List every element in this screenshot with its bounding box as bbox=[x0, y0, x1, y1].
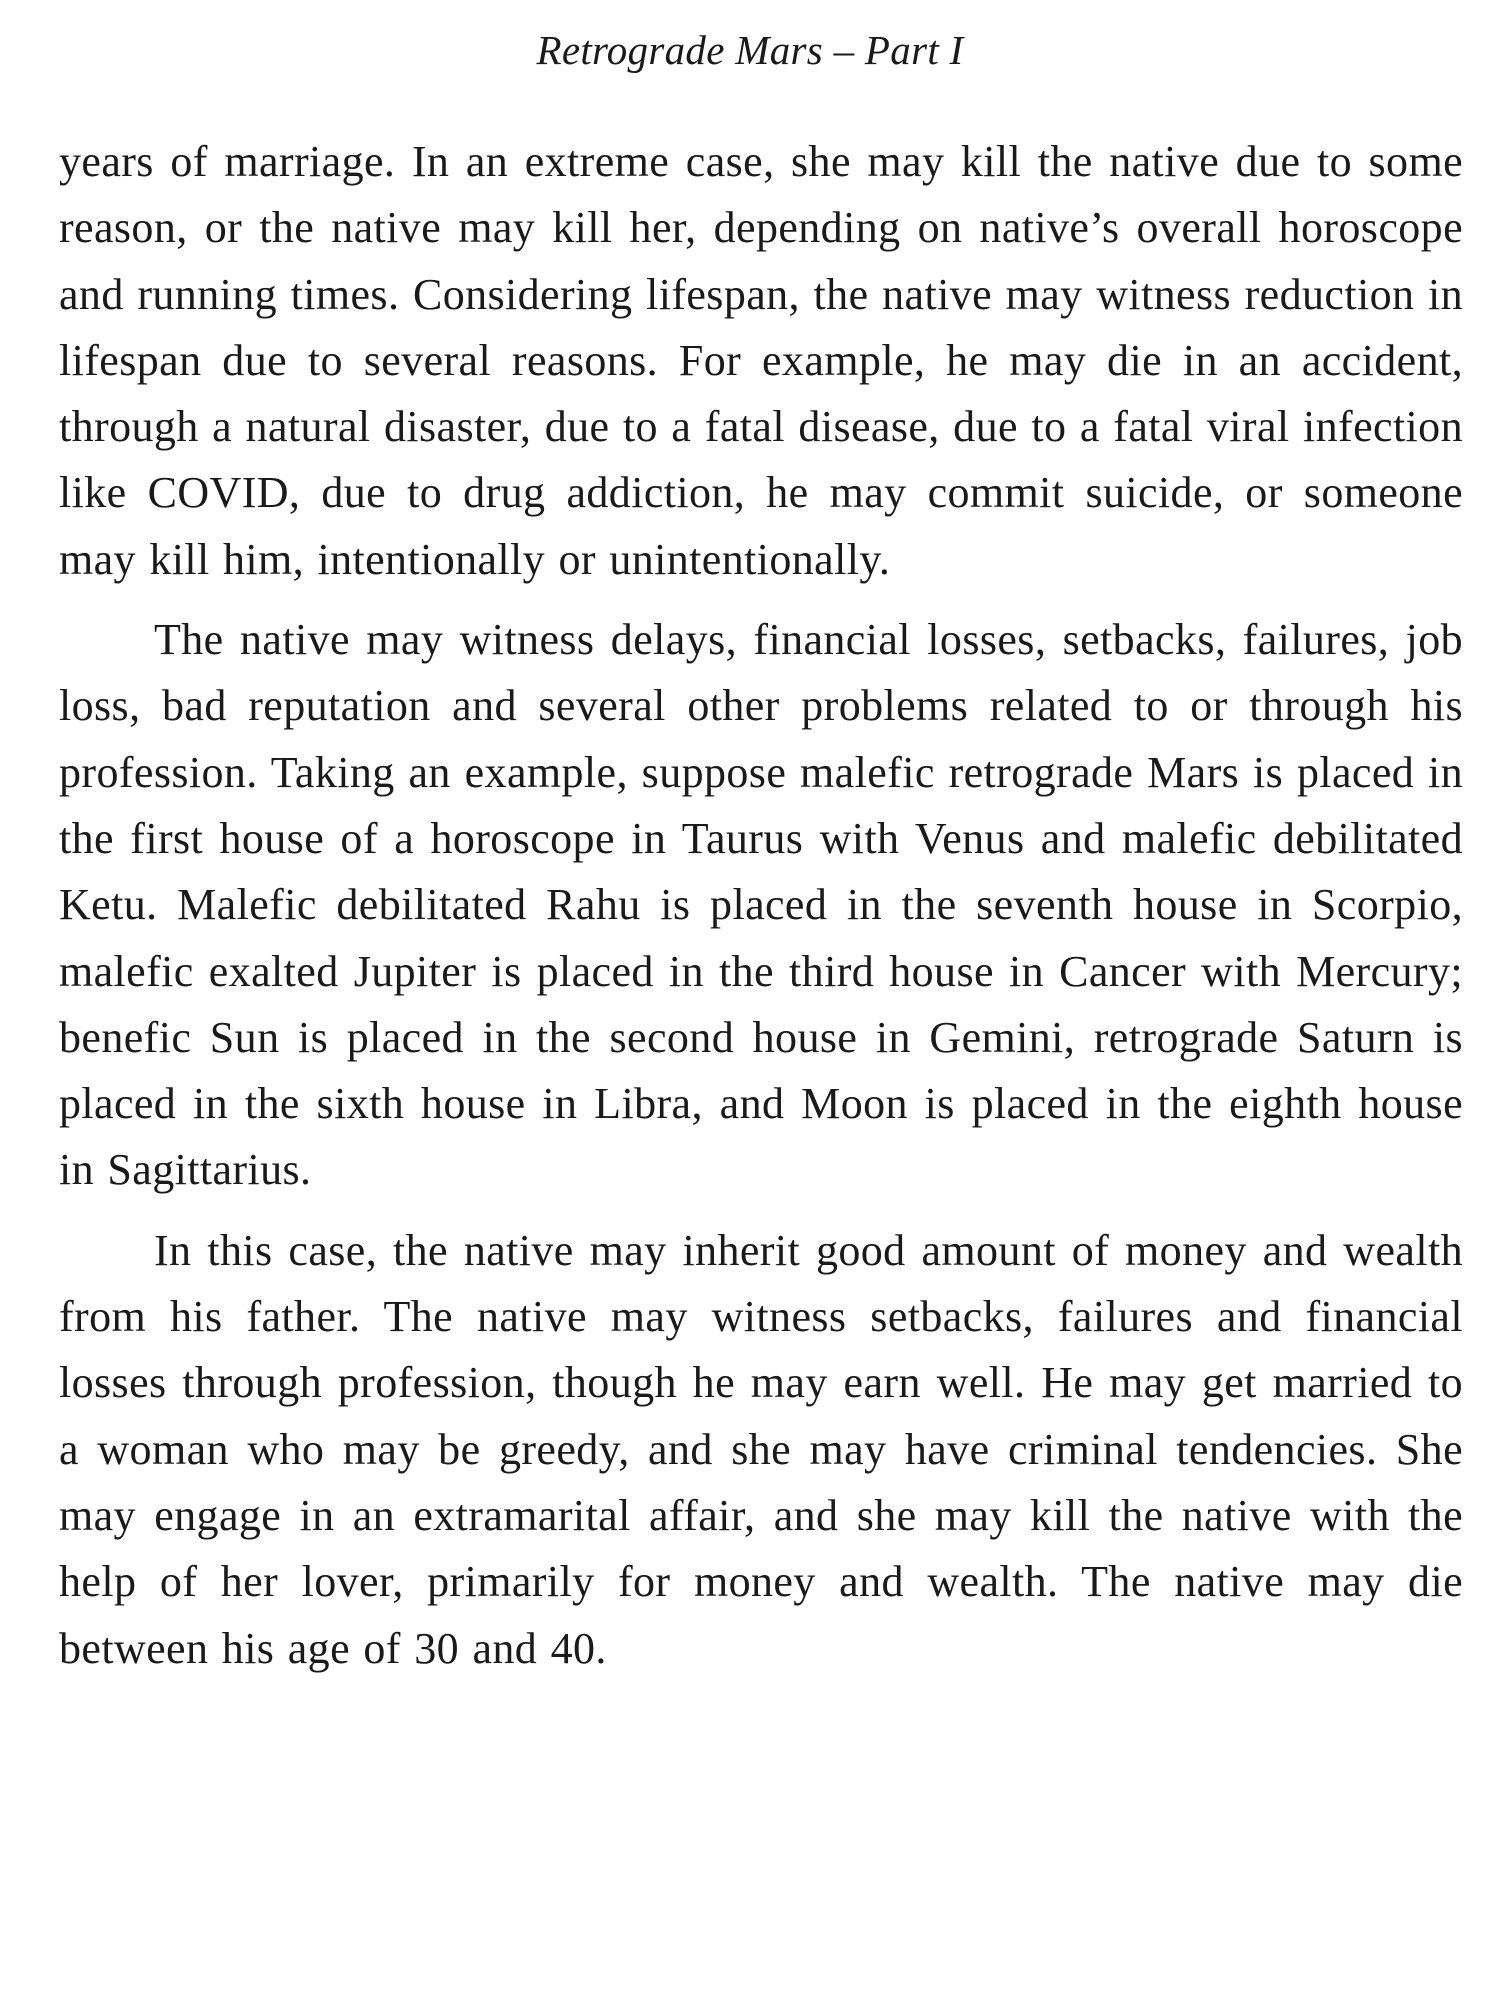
paragraph-2: The native may witness delays, financial losses, setbacks, failures, job loss, bad reputation and several other problems related to or through his profession. Taking an example, suppose malefic retrograde Mars is placed in the first house of a horoscope in Taurus with Venus and malefic debilitated Ketu. Malefic debilitated Rahu is placed in the seventh house in Scorpio, malefic exalted Jupiter is placed in the third house in Cancer with Mercury; benefic Sun is placed in the second house in Gemini, retrograde Saturn is placed in the sixth house in Libra, and Moon is placed in the eighth house in Sagittarius. bbox=[59, 615, 1463, 1195]
page-body bbox=[59, 129, 1463, 1696]
running-header-title: Retrograde Mars – Part I bbox=[536, 27, 964, 73]
paragraph-1: years of marriage. In an extreme case, she may kill the native due to some reason, or the native may kill her, depending on native’s overall horoscope and running times. Considering lifespan, the native may witness reduction in lifespan due to several reasons. For example, he may die in an accident, through a natural disaster, due to a fatal disease, due to a fatal viral infection like COVID, due to drug addiction, he may commit suicide, or someone may kill him, intentionally or unintentionally. bbox=[59, 137, 1463, 584]
paragraph-3: In this case, the native may inherit good amount of money and wealth from his father. The native may witness setbacks, failures and financial losses through profession, though he may earn well. He may get married to a woman who may be greedy, and she may have criminal tendencies. She may engage in an extramarital affair, and she may kill the native with the help of her lover, primarily for money and wealth. The native may die between his age of 30 and 40. bbox=[59, 1225, 1463, 1673]
